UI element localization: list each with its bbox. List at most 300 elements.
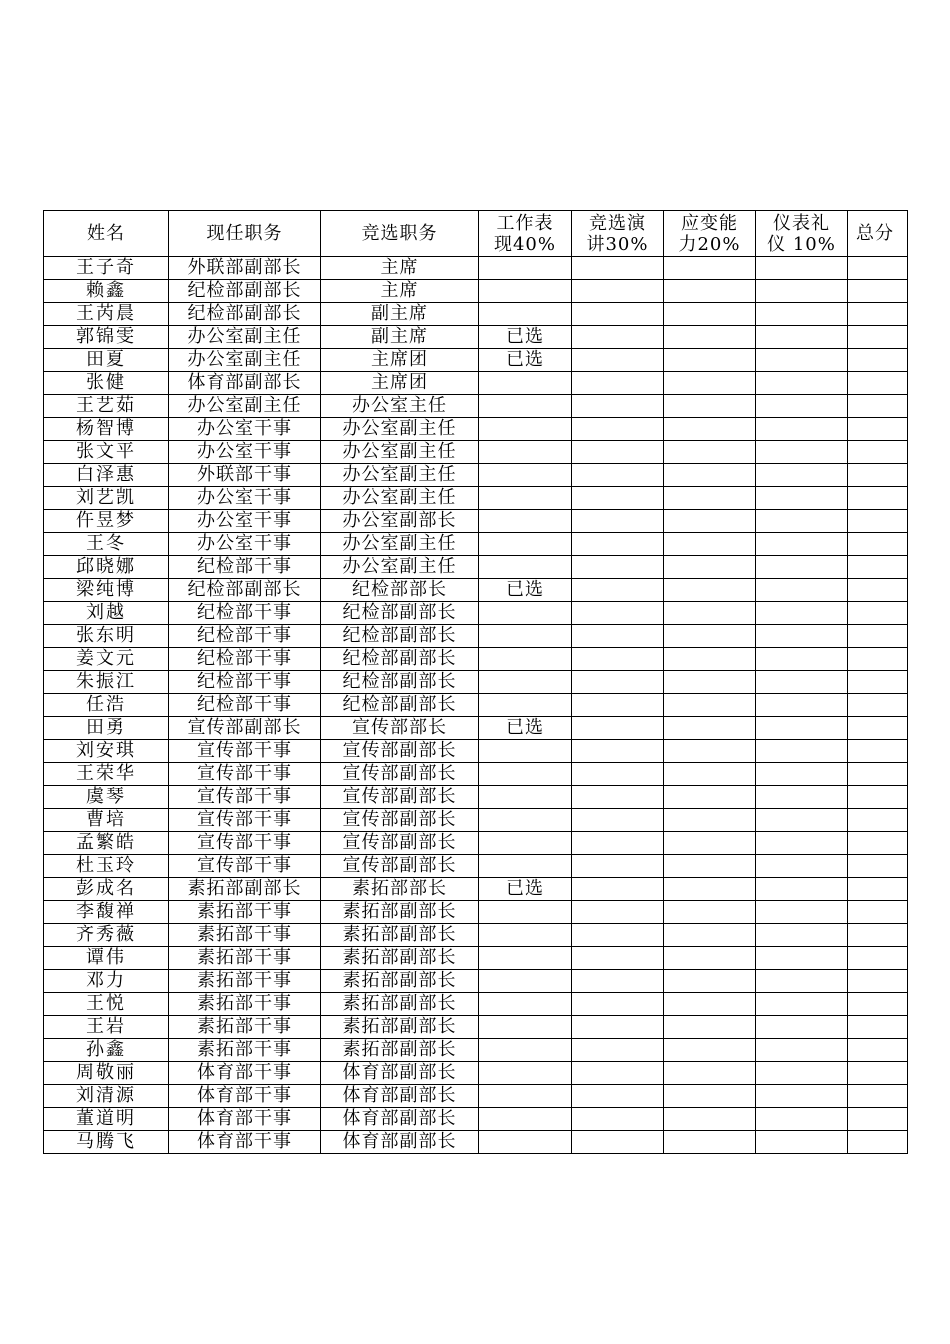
- cell-appearance-etiquette: [756, 395, 848, 418]
- cell-total-score: [848, 832, 908, 855]
- cell-name: 董道明: [44, 1108, 169, 1131]
- cell-work-performance: [479, 970, 572, 993]
- header-row: [44, 211, 908, 257]
- cell-total-score: [848, 395, 908, 418]
- cell-adaptability: [664, 947, 756, 970]
- cell-work-performance: [479, 441, 572, 464]
- cell-current-position: 外联部干事: [169, 464, 321, 487]
- table-row: [44, 832, 908, 855]
- cell-total-score: [848, 487, 908, 510]
- cell-total-score: [848, 809, 908, 832]
- cell-work-performance: [479, 809, 572, 832]
- cell-running-position: 纪检部副部长: [321, 694, 479, 717]
- header-total-score: 总分: [848, 211, 908, 257]
- cell-appearance-etiquette: [756, 1108, 848, 1131]
- cell-running-position: 素拓部副部长: [321, 901, 479, 924]
- cell-current-position: 纪检部干事: [169, 694, 321, 717]
- cell-total-score: [848, 786, 908, 809]
- cell-current-position: 纪检部干事: [169, 625, 321, 648]
- cell-adaptability: [664, 1131, 756, 1154]
- cell-current-position: 办公室干事: [169, 418, 321, 441]
- cell-total-score: [848, 993, 908, 1016]
- cell-total-score: [848, 257, 908, 280]
- cell-campaign-speech: [572, 855, 664, 878]
- cell-adaptability: [664, 1016, 756, 1039]
- cell-adaptability: [664, 924, 756, 947]
- cell-work-performance: [479, 671, 572, 694]
- cell-name: 杨智博: [44, 418, 169, 441]
- table-row: [44, 740, 908, 763]
- cell-adaptability: [664, 1108, 756, 1131]
- table-row: [44, 1131, 908, 1154]
- cell-name: 杜玉玲: [44, 855, 169, 878]
- header-adaptability: 应变能力20%: [664, 211, 756, 257]
- cell-name: 姜文元: [44, 648, 169, 671]
- cell-current-position: 纪检部干事: [169, 602, 321, 625]
- cell-current-position: 素拓部干事: [169, 947, 321, 970]
- cell-current-position: 体育部干事: [169, 1131, 321, 1154]
- cell-work-performance: [479, 694, 572, 717]
- cell-adaptability: [664, 1062, 756, 1085]
- cell-running-position: 体育部副部长: [321, 1085, 479, 1108]
- cell-adaptability: [664, 878, 756, 901]
- table-row: [44, 280, 908, 303]
- cell-current-position: 素拓部干事: [169, 1016, 321, 1039]
- cell-current-position: 纪检部副部长: [169, 280, 321, 303]
- cell-work-performance: [479, 947, 572, 970]
- cell-adaptability: [664, 648, 756, 671]
- cell-campaign-speech: [572, 1108, 664, 1131]
- cell-campaign-speech: [572, 625, 664, 648]
- cell-adaptability: [664, 671, 756, 694]
- cell-work-performance: [479, 740, 572, 763]
- cell-running-position: 素拓部副部长: [321, 993, 479, 1016]
- cell-total-score: [848, 602, 908, 625]
- cell-appearance-etiquette: [756, 487, 848, 510]
- table-row: [44, 395, 908, 418]
- cell-name: 任浩: [44, 694, 169, 717]
- cell-work-performance: [479, 786, 572, 809]
- cell-appearance-etiquette: [756, 993, 848, 1016]
- cell-campaign-speech: [572, 993, 664, 1016]
- table-row: [44, 602, 908, 625]
- cell-adaptability: [664, 280, 756, 303]
- cell-campaign-speech: [572, 717, 664, 740]
- cell-current-position: 办公室副主任: [169, 326, 321, 349]
- cell-running-position: 纪检部副部长: [321, 648, 479, 671]
- cell-name: 梁纯博: [44, 579, 169, 602]
- cell-total-score: [848, 671, 908, 694]
- cell-work-performance: [479, 832, 572, 855]
- cell-campaign-speech: [572, 1085, 664, 1108]
- cell-name: 仵昱梦: [44, 510, 169, 533]
- cell-adaptability: [664, 464, 756, 487]
- cell-work-performance: [479, 464, 572, 487]
- cell-appearance-etiquette: [756, 625, 848, 648]
- cell-campaign-speech: [572, 349, 664, 372]
- cell-running-position: 宣传部副部长: [321, 763, 479, 786]
- cell-total-score: [848, 418, 908, 441]
- cell-adaptability: [664, 993, 756, 1016]
- cell-campaign-speech: [572, 533, 664, 556]
- cell-name: 刘越: [44, 602, 169, 625]
- cell-campaign-speech: [572, 510, 664, 533]
- cell-name: 王悦: [44, 993, 169, 1016]
- cell-running-position: 办公室副主任: [321, 533, 479, 556]
- cell-appearance-etiquette: [756, 1016, 848, 1039]
- cell-running-position: 办公室副主任: [321, 418, 479, 441]
- cell-name: 王子奇: [44, 257, 169, 280]
- cell-campaign-speech: [572, 280, 664, 303]
- cell-appearance-etiquette: [756, 1062, 848, 1085]
- cell-running-position: 主席团: [321, 349, 479, 372]
- cell-running-position: 办公室副主任: [321, 464, 479, 487]
- table-row: [44, 257, 908, 280]
- cell-total-score: [848, 556, 908, 579]
- cell-total-score: [848, 648, 908, 671]
- cell-name: 邓力: [44, 970, 169, 993]
- cell-total-score: [848, 1131, 908, 1154]
- cell-adaptability: [664, 1085, 756, 1108]
- cell-work-performance: [479, 303, 572, 326]
- cell-work-performance: 已选: [479, 878, 572, 901]
- cell-total-score: [848, 464, 908, 487]
- cell-work-performance: [479, 993, 572, 1016]
- table-row: [44, 855, 908, 878]
- cell-current-position: 宣传部干事: [169, 740, 321, 763]
- cell-appearance-etiquette: [756, 418, 848, 441]
- cell-running-position: 办公室副部长: [321, 510, 479, 533]
- table-row: [44, 717, 908, 740]
- cell-total-score: [848, 326, 908, 349]
- cell-appearance-etiquette: [756, 1085, 848, 1108]
- cell-running-position: 体育部副部长: [321, 1131, 479, 1154]
- candidate-score-sheet: [43, 210, 907, 1154]
- table-row: [44, 1016, 908, 1039]
- cell-total-score: [848, 763, 908, 786]
- cell-total-score: [848, 579, 908, 602]
- cell-name: 虞琴: [44, 786, 169, 809]
- cell-appearance-etiquette: [756, 372, 848, 395]
- cell-current-position: 宣传部干事: [169, 763, 321, 786]
- header-current-position: 现任职务: [169, 211, 321, 257]
- cell-appearance-etiquette: [756, 947, 848, 970]
- cell-campaign-speech: [572, 372, 664, 395]
- cell-current-position: 素拓部干事: [169, 901, 321, 924]
- cell-adaptability: [664, 395, 756, 418]
- table-row: [44, 694, 908, 717]
- cell-work-performance: 已选: [479, 349, 572, 372]
- header-name: 姓名: [44, 211, 169, 257]
- cell-current-position: 办公室干事: [169, 441, 321, 464]
- cell-running-position: 宣传部副部长: [321, 740, 479, 763]
- table-row: [44, 878, 908, 901]
- cell-work-performance: [479, 280, 572, 303]
- cell-adaptability: [664, 303, 756, 326]
- cell-running-position: 宣传部副部长: [321, 832, 479, 855]
- cell-name: 白泽惠: [44, 464, 169, 487]
- cell-current-position: 纪检部干事: [169, 671, 321, 694]
- cell-work-performance: [479, 372, 572, 395]
- table-row: [44, 579, 908, 602]
- cell-work-performance: 已选: [479, 717, 572, 740]
- cell-running-position: 素拓部副部长: [321, 970, 479, 993]
- cell-running-position: 主席: [321, 280, 479, 303]
- cell-total-score: [848, 349, 908, 372]
- table-row: [44, 418, 908, 441]
- cell-work-performance: [479, 487, 572, 510]
- cell-campaign-speech: [572, 878, 664, 901]
- table-row: [44, 671, 908, 694]
- cell-current-position: 素拓部副部长: [169, 878, 321, 901]
- cell-name: 谭伟: [44, 947, 169, 970]
- cell-name: 田勇: [44, 717, 169, 740]
- table-row: [44, 1062, 908, 1085]
- cell-campaign-speech: [572, 464, 664, 487]
- cell-running-position: 宣传部副部长: [321, 855, 479, 878]
- cell-name: 王芮晨: [44, 303, 169, 326]
- cell-campaign-speech: [572, 303, 664, 326]
- cell-campaign-speech: [572, 441, 664, 464]
- cell-work-performance: [479, 418, 572, 441]
- cell-work-performance: [479, 763, 572, 786]
- cell-running-position: 宣传部副部长: [321, 809, 479, 832]
- cell-current-position: 办公室副主任: [169, 395, 321, 418]
- cell-name: 王荣华: [44, 763, 169, 786]
- table-row: [44, 303, 908, 326]
- cell-name: 邱晓娜: [44, 556, 169, 579]
- cell-name: 郭锦雯: [44, 326, 169, 349]
- table-row: [44, 809, 908, 832]
- cell-adaptability: [664, 694, 756, 717]
- cell-current-position: 宣传部副部长: [169, 717, 321, 740]
- table-row: [44, 1108, 908, 1131]
- cell-appearance-etiquette: [756, 349, 848, 372]
- cell-work-performance: [479, 510, 572, 533]
- cell-appearance-etiquette: [756, 602, 848, 625]
- cell-appearance-etiquette: [756, 1131, 848, 1154]
- cell-name: 田夏: [44, 349, 169, 372]
- cell-name: 王岩: [44, 1016, 169, 1039]
- cell-appearance-etiquette: [756, 326, 848, 349]
- cell-adaptability: [664, 970, 756, 993]
- cell-current-position: 体育部干事: [169, 1108, 321, 1131]
- cell-appearance-etiquette: [756, 717, 848, 740]
- cell-campaign-speech: [572, 740, 664, 763]
- table-row: [44, 970, 908, 993]
- table-row: [44, 786, 908, 809]
- cell-name: 周敬丽: [44, 1062, 169, 1085]
- cell-appearance-etiquette: [756, 924, 848, 947]
- cell-adaptability: [664, 372, 756, 395]
- table-row: [44, 441, 908, 464]
- cell-current-position: 纪检部干事: [169, 556, 321, 579]
- cell-work-performance: [479, 1108, 572, 1131]
- cell-appearance-etiquette: [756, 832, 848, 855]
- cell-adaptability: [664, 786, 756, 809]
- cell-total-score: [848, 1039, 908, 1062]
- cell-campaign-speech: [572, 763, 664, 786]
- cell-adaptability: [664, 510, 756, 533]
- cell-adaptability: [664, 1039, 756, 1062]
- cell-total-score: [848, 441, 908, 464]
- cell-campaign-speech: [572, 579, 664, 602]
- cell-adaptability: [664, 556, 756, 579]
- cell-work-performance: [479, 648, 572, 671]
- cell-campaign-speech: [572, 924, 664, 947]
- cell-running-position: 副主席: [321, 326, 479, 349]
- cell-running-position: 纪检部副部长: [321, 625, 479, 648]
- cell-campaign-speech: [572, 395, 664, 418]
- cell-name: 朱振江: [44, 671, 169, 694]
- cell-campaign-speech: [572, 809, 664, 832]
- cell-name: 马腾飞: [44, 1131, 169, 1154]
- cell-total-score: [848, 280, 908, 303]
- cell-adaptability: [664, 717, 756, 740]
- cell-name: 曹培: [44, 809, 169, 832]
- cell-current-position: 纪检部副部长: [169, 303, 321, 326]
- table-row: [44, 993, 908, 1016]
- cell-work-performance: [479, 395, 572, 418]
- cell-name: 孙鑫: [44, 1039, 169, 1062]
- cell-total-score: [848, 970, 908, 993]
- cell-running-position: 素拓部部长: [321, 878, 479, 901]
- table-row: [44, 349, 908, 372]
- cell-name: 赖鑫: [44, 280, 169, 303]
- cell-running-position: 办公室副主任: [321, 487, 479, 510]
- cell-running-position: 素拓部副部长: [321, 924, 479, 947]
- cell-campaign-speech: [572, 418, 664, 441]
- cell-campaign-speech: [572, 970, 664, 993]
- cell-running-position: 办公室副主任: [321, 556, 479, 579]
- cell-work-performance: [479, 533, 572, 556]
- cell-name: 刘艺凯: [44, 487, 169, 510]
- cell-campaign-speech: [572, 257, 664, 280]
- cell-appearance-etiquette: [756, 464, 848, 487]
- cell-name: 张文平: [44, 441, 169, 464]
- cell-campaign-speech: [572, 1131, 664, 1154]
- cell-campaign-speech: [572, 1039, 664, 1062]
- cell-running-position: 纪检部副部长: [321, 602, 479, 625]
- cell-work-performance: [479, 556, 572, 579]
- cell-appearance-etiquette: [756, 740, 848, 763]
- cell-adaptability: [664, 740, 756, 763]
- cell-name: 刘安琪: [44, 740, 169, 763]
- cell-campaign-speech: [572, 556, 664, 579]
- cell-current-position: 素拓部干事: [169, 924, 321, 947]
- cell-current-position: 办公室干事: [169, 533, 321, 556]
- cell-adaptability: [664, 533, 756, 556]
- cell-appearance-etiquette: [756, 901, 848, 924]
- cell-appearance-etiquette: [756, 671, 848, 694]
- cell-current-position: 纪检部干事: [169, 648, 321, 671]
- cell-appearance-etiquette: [756, 303, 848, 326]
- cell-work-performance: [479, 257, 572, 280]
- cell-adaptability: [664, 441, 756, 464]
- cell-running-position: 主席团: [321, 372, 479, 395]
- cell-running-position: 主席: [321, 257, 479, 280]
- cell-name: 李馥禅: [44, 901, 169, 924]
- cell-running-position: 体育部副部长: [321, 1062, 479, 1085]
- header-running-position: 竞选职务: [321, 211, 479, 257]
- cell-name: 王冬: [44, 533, 169, 556]
- table-row: [44, 487, 908, 510]
- cell-appearance-etiquette: [756, 1039, 848, 1062]
- cell-name: 王艺茹: [44, 395, 169, 418]
- cell-adaptability: [664, 809, 756, 832]
- cell-running-position: 办公室主任: [321, 395, 479, 418]
- cell-current-position: 办公室副主任: [169, 349, 321, 372]
- cell-appearance-etiquette: [756, 855, 848, 878]
- table-row: [44, 556, 908, 579]
- cell-current-position: 体育部干事: [169, 1062, 321, 1085]
- cell-current-position: 素拓部干事: [169, 1039, 321, 1062]
- cell-work-performance: [479, 855, 572, 878]
- cell-campaign-speech: [572, 602, 664, 625]
- cell-total-score: [848, 1085, 908, 1108]
- cell-current-position: 素拓部干事: [169, 993, 321, 1016]
- table-row: [44, 947, 908, 970]
- cell-adaptability: [664, 763, 756, 786]
- cell-current-position: 宣传部干事: [169, 855, 321, 878]
- cell-adaptability: [664, 602, 756, 625]
- cell-running-position: 办公室副主任: [321, 441, 479, 464]
- cell-name: 彭成名: [44, 878, 169, 901]
- cell-current-position: 办公室干事: [169, 510, 321, 533]
- cell-running-position: 宣传部副部长: [321, 786, 479, 809]
- cell-work-performance: [479, 602, 572, 625]
- cell-current-position: 宣传部干事: [169, 786, 321, 809]
- cell-campaign-speech: [572, 648, 664, 671]
- table-row: [44, 648, 908, 671]
- cell-total-score: [848, 1108, 908, 1131]
- cell-work-performance: [479, 1062, 572, 1085]
- cell-current-position: 纪检部副部长: [169, 579, 321, 602]
- cell-total-score: [848, 372, 908, 395]
- cell-name: 齐秀薇: [44, 924, 169, 947]
- cell-work-performance: [479, 924, 572, 947]
- cell-work-performance: [479, 1131, 572, 1154]
- cell-adaptability: [664, 349, 756, 372]
- cell-appearance-etiquette: [756, 809, 848, 832]
- cell-campaign-speech: [572, 1062, 664, 1085]
- cell-campaign-speech: [572, 326, 664, 349]
- cell-work-performance: 已选: [479, 579, 572, 602]
- cell-campaign-speech: [572, 832, 664, 855]
- cell-adaptability: [664, 326, 756, 349]
- cell-appearance-etiquette: [756, 556, 848, 579]
- table-row: [44, 510, 908, 533]
- cell-campaign-speech: [572, 694, 664, 717]
- cell-adaptability: [664, 418, 756, 441]
- cell-work-performance: [479, 1016, 572, 1039]
- cell-running-position: 纪检部副部长: [321, 671, 479, 694]
- cell-adaptability: [664, 855, 756, 878]
- cell-total-score: [848, 1062, 908, 1085]
- cell-campaign-speech: [572, 671, 664, 694]
- cell-work-performance: [479, 901, 572, 924]
- table-row: [44, 625, 908, 648]
- cell-appearance-etiquette: [756, 441, 848, 464]
- cell-name: 孟繁皓: [44, 832, 169, 855]
- cell-current-position: 体育部副部长: [169, 372, 321, 395]
- cell-current-position: 素拓部干事: [169, 970, 321, 993]
- cell-work-performance: 已选: [479, 326, 572, 349]
- table-row: [44, 372, 908, 395]
- cell-running-position: 素拓部副部长: [321, 947, 479, 970]
- cell-campaign-speech: [572, 1016, 664, 1039]
- cell-total-score: [848, 625, 908, 648]
